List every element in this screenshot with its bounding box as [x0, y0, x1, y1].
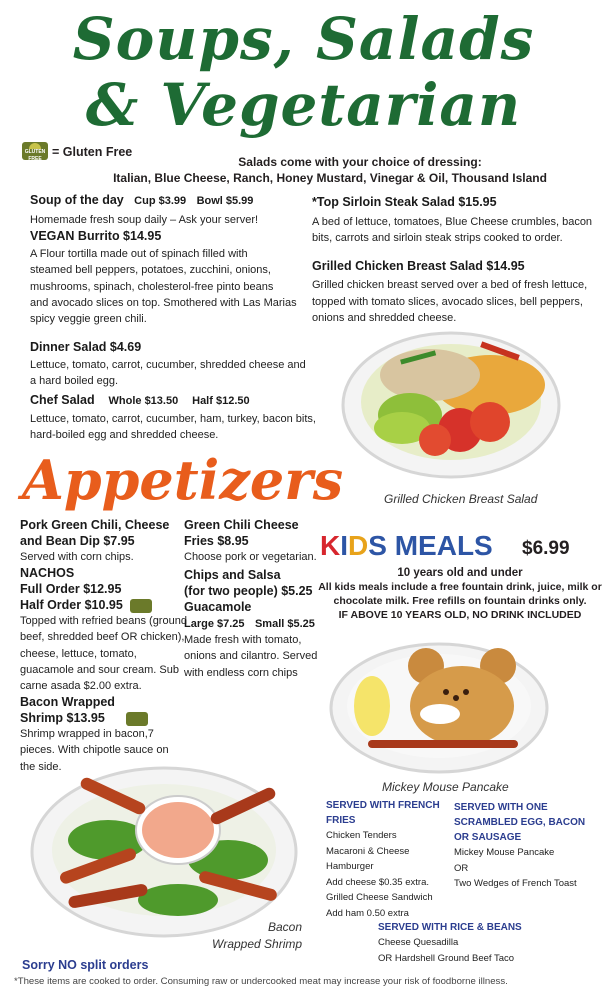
chips-salsa-title-2: (for two people) $5.25	[184, 584, 313, 599]
guacamole-desc-line: with endless corn chips	[184, 666, 298, 679]
kids-menu-item: OR Hardshell Ground Beef Taco	[378, 952, 515, 964]
bacon-shrimp-desc-line: pieces. With chipotle sauce on	[20, 744, 169, 757]
kids-info-line: All kids meals include a free fountain drink, juice, milk or	[318, 581, 602, 593]
guacamole-small-price: Small $5.25	[254, 618, 315, 631]
guacamole-title: Guacamole	[184, 600, 252, 615]
nachos-desc-line: Topped with refried beans (ground	[20, 615, 187, 628]
kids-title-letter: S	[368, 530, 387, 561]
nachos-full-price: Full Order $12.95	[20, 582, 122, 597]
soup-title	[30, 192, 320, 209]
salads-right-column	[312, 194, 602, 326]
gluten-free-icon	[126, 712, 148, 726]
kids-egg-heading: OR SAUSAGE	[454, 832, 522, 843]
bacon-shrimp-photo	[28, 760, 303, 940]
kids-meals-price: $6.99	[522, 538, 570, 559]
dinner-salad-description	[30, 357, 320, 389]
food-safety-disclaimer: *These items are cooked to order. Consuming raw or undercooked meat may increase your risk of foodborne illness.	[14, 976, 508, 987]
kids-drink-note: IF ABOVE 10 YEARS OLD, NO DRINK INCLUDED	[338, 609, 582, 621]
bacon-shrimp-price: Shrimp $13.95	[20, 711, 105, 726]
chicken-salad-caption: Grilled Chicken Breast Salad	[384, 492, 538, 506]
bacon-shrimp-title-2	[20, 710, 210, 726]
kids-menu-item: Cheese Quesadilla	[378, 937, 459, 948]
page-title-line-2: & Vegetarian	[85, 71, 522, 139]
fries-title-1: Green Chili Cheese	[184, 518, 299, 532]
sirloin-salad-description	[312, 214, 602, 246]
kids-menu-item: Macaroni & Cheese	[326, 845, 410, 857]
chef-salad-desc-line: Lettuce, tomato, carrot, cucumber, ham, turkey, bacon bits,	[30, 412, 316, 425]
burrito-desc-line: spicy veggie green chili.	[30, 313, 147, 326]
burrito-desc-line: steamed bell peppers, potatoes, zucchini, onions,	[30, 264, 271, 277]
kids-menu-item: Add ham 0.50 extra	[326, 907, 409, 919]
kids-meals-info	[318, 566, 602, 622]
kids-menu-item: Chicken Tenders	[326, 830, 397, 841]
kids-menu-item: Grilled Cheese Sandwich	[326, 892, 433, 903]
dressing-heading: Salads come with your choice of dressing:	[238, 155, 482, 169]
dinner-salad-desc-line: Lettuce, tomato, carrot, cucumber, shredded cheese and	[30, 359, 306, 372]
kids-menu-item: Mickey Mouse Pancake	[454, 847, 555, 858]
chef-salad-desc-line: hard-boiled egg and shredded cheese.	[30, 428, 219, 441]
chicken-salad-desc-line: onions and shredded cheese.	[312, 311, 457, 324]
nachos-half-price	[20, 597, 210, 613]
nachos-desc-line: carne asada $2.00 extra.	[20, 680, 142, 693]
burrito-desc-line: A Flour tortilla made out of spinach filled with	[30, 248, 248, 261]
kids-info-line: chocolate milk. Free refills on fountain drinks only.	[333, 595, 587, 607]
kids-title-letter: I	[340, 530, 349, 561]
chef-salad-name: Chef Salad	[30, 392, 95, 407]
burrito-desc-line: mushrooms, spinach, cholesterol-free pinto beans	[30, 280, 274, 293]
mickey-pancake-photo	[328, 636, 550, 776]
bacon-shrimp-desc-line: Shrimp wrapped in bacon,7	[20, 728, 154, 741]
chicken-salad-title: Grilled Chicken Breast Salad $14.95	[312, 259, 525, 274]
bacon-shrimp-desc-line: the side.	[20, 760, 62, 773]
no-split-orders-note: Sorry NO split orders	[22, 958, 149, 972]
bacon-shrimp-title-1: Bacon Wrapped	[20, 695, 115, 710]
soup-cup-price: Cup $3.99	[134, 195, 187, 207]
gluten-free-icon	[130, 599, 152, 613]
kids-egg-heading: SERVED WITH ONE	[454, 802, 548, 813]
dressing-options: Italian, Blue Cheese, Ranch, Honey Mustard, Vinegar & Oil, Thousand Island	[113, 171, 547, 185]
guacamole-prices	[184, 615, 324, 632]
guacamole-description	[184, 632, 324, 681]
sirloin-salad-title: *Top Sirloin Steak Salad $15.95	[312, 195, 497, 209]
kids-title-letter: D	[348, 530, 369, 561]
nachos-desc-line: guacamole and sour cream. Sub	[20, 663, 179, 676]
soups-left-column	[30, 192, 320, 443]
burrito-desc-line: and avocado slices on top. Smothered with Las Marias	[30, 296, 297, 309]
kids-egg-heading: SCRAMBLED EGG, BACON	[454, 817, 586, 828]
dinner-salad-desc-line: a hard boiled egg.	[30, 375, 119, 388]
guacamole-desc-line: Made fresh with tomato,	[184, 634, 302, 647]
chicken-salad-description	[312, 277, 602, 326]
chicken-salad-desc-line: Grilled chicken breast served over a bed of fresh lettuce,	[312, 279, 588, 292]
kids-fries-heading: SERVED WITH FRENCH	[326, 800, 440, 811]
fries-title-2: Fries $8.95	[184, 534, 249, 548]
kids-title-rest: MEALS	[386, 530, 493, 561]
appetizers-middle-column	[184, 517, 324, 681]
kids-rice-heading: SERVED WITH RICE & BEANS	[378, 922, 522, 933]
bacon-shrimp-caption-1: Bacon	[268, 920, 303, 934]
kids-fries-section	[326, 798, 456, 921]
chips-salsa-title-1: Chips and Salsa	[184, 568, 281, 583]
kids-rice-section	[378, 920, 598, 966]
kids-fries-heading: FRIES	[326, 815, 356, 826]
bacon-shrimp-caption-2: Wrapped Shrimp	[212, 937, 303, 951]
page-title-line-1: Soups, Salads	[72, 5, 535, 73]
mickey-pancake-caption: Mickey Mouse Pancake	[382, 780, 509, 794]
kids-menu-item: Add cheese $0.35 extra.	[326, 876, 429, 888]
burrito-description	[30, 246, 320, 327]
kids-age-note: 10 years old and under	[397, 567, 523, 579]
pork-dip-title-2: and Bean Dip $7.95	[20, 534, 135, 548]
sirloin-desc-line: A bed of lettuce, tomatoes, Blue Cheese crumbles, bacon	[312, 216, 593, 228]
burrito-title: VEGAN Burrito $14.95	[30, 229, 162, 244]
dinner-salad-title: Dinner Salad $4.69	[30, 340, 142, 355]
nachos-desc-line: beef, shredded beef OR chicken),	[20, 631, 185, 644]
chef-salad-whole-price: Whole $13.50	[108, 394, 179, 407]
nachos-half-text: Half Order $10.95	[20, 598, 123, 613]
appetizers-left-column	[20, 517, 210, 775]
chicken-salad-photo	[340, 330, 562, 480]
kids-title-letter: K	[320, 530, 341, 561]
appetizers-title: Appetizers	[22, 448, 344, 512]
kids-menu-item: OR	[454, 862, 469, 874]
gluten-free-icon: GLUTEN FREE	[22, 142, 48, 160]
kids-menu-item: Two Wedges of French Toast	[454, 878, 577, 889]
fries-description: Choose pork or vegetarian.	[184, 551, 317, 563]
chef-salad-half-price: Half $12.50	[192, 394, 250, 407]
soup-description: Homemade fresh soup daily – Ask your server!	[30, 214, 259, 226]
gluten-free-legend: = Gluten Free	[52, 145, 133, 159]
sirloin-desc-line: bits, carrots and sirloin steak strips cooked to order.	[312, 232, 563, 245]
kids-egg-section	[454, 800, 604, 892]
nachos-desc-line: cheese, lettuce, tomato,	[20, 647, 137, 660]
soup-bowl-price: Bowl $5.99	[196, 195, 254, 207]
chef-salad-title	[30, 392, 320, 409]
guacamole-large-price: Large $7.25	[184, 618, 245, 631]
chef-salad-description	[30, 411, 320, 443]
pork-dip-title-1: Pork Green Chili, Cheese	[20, 518, 170, 532]
kids-menu-item: Hamburger	[326, 861, 374, 872]
pork-dip-description: Served with corn chips.	[20, 551, 134, 563]
chicken-salad-desc-line: topped with tomato slices, avocado slices, bell peppers,	[312, 295, 583, 308]
guacamole-desc-line: onions and cilantro. Served	[184, 650, 318, 663]
kids-meals-title	[320, 530, 493, 562]
nachos-description	[20, 613, 210, 694]
soup-name: Soup of the day	[30, 193, 124, 207]
nachos-title: NACHOS	[20, 566, 75, 581]
